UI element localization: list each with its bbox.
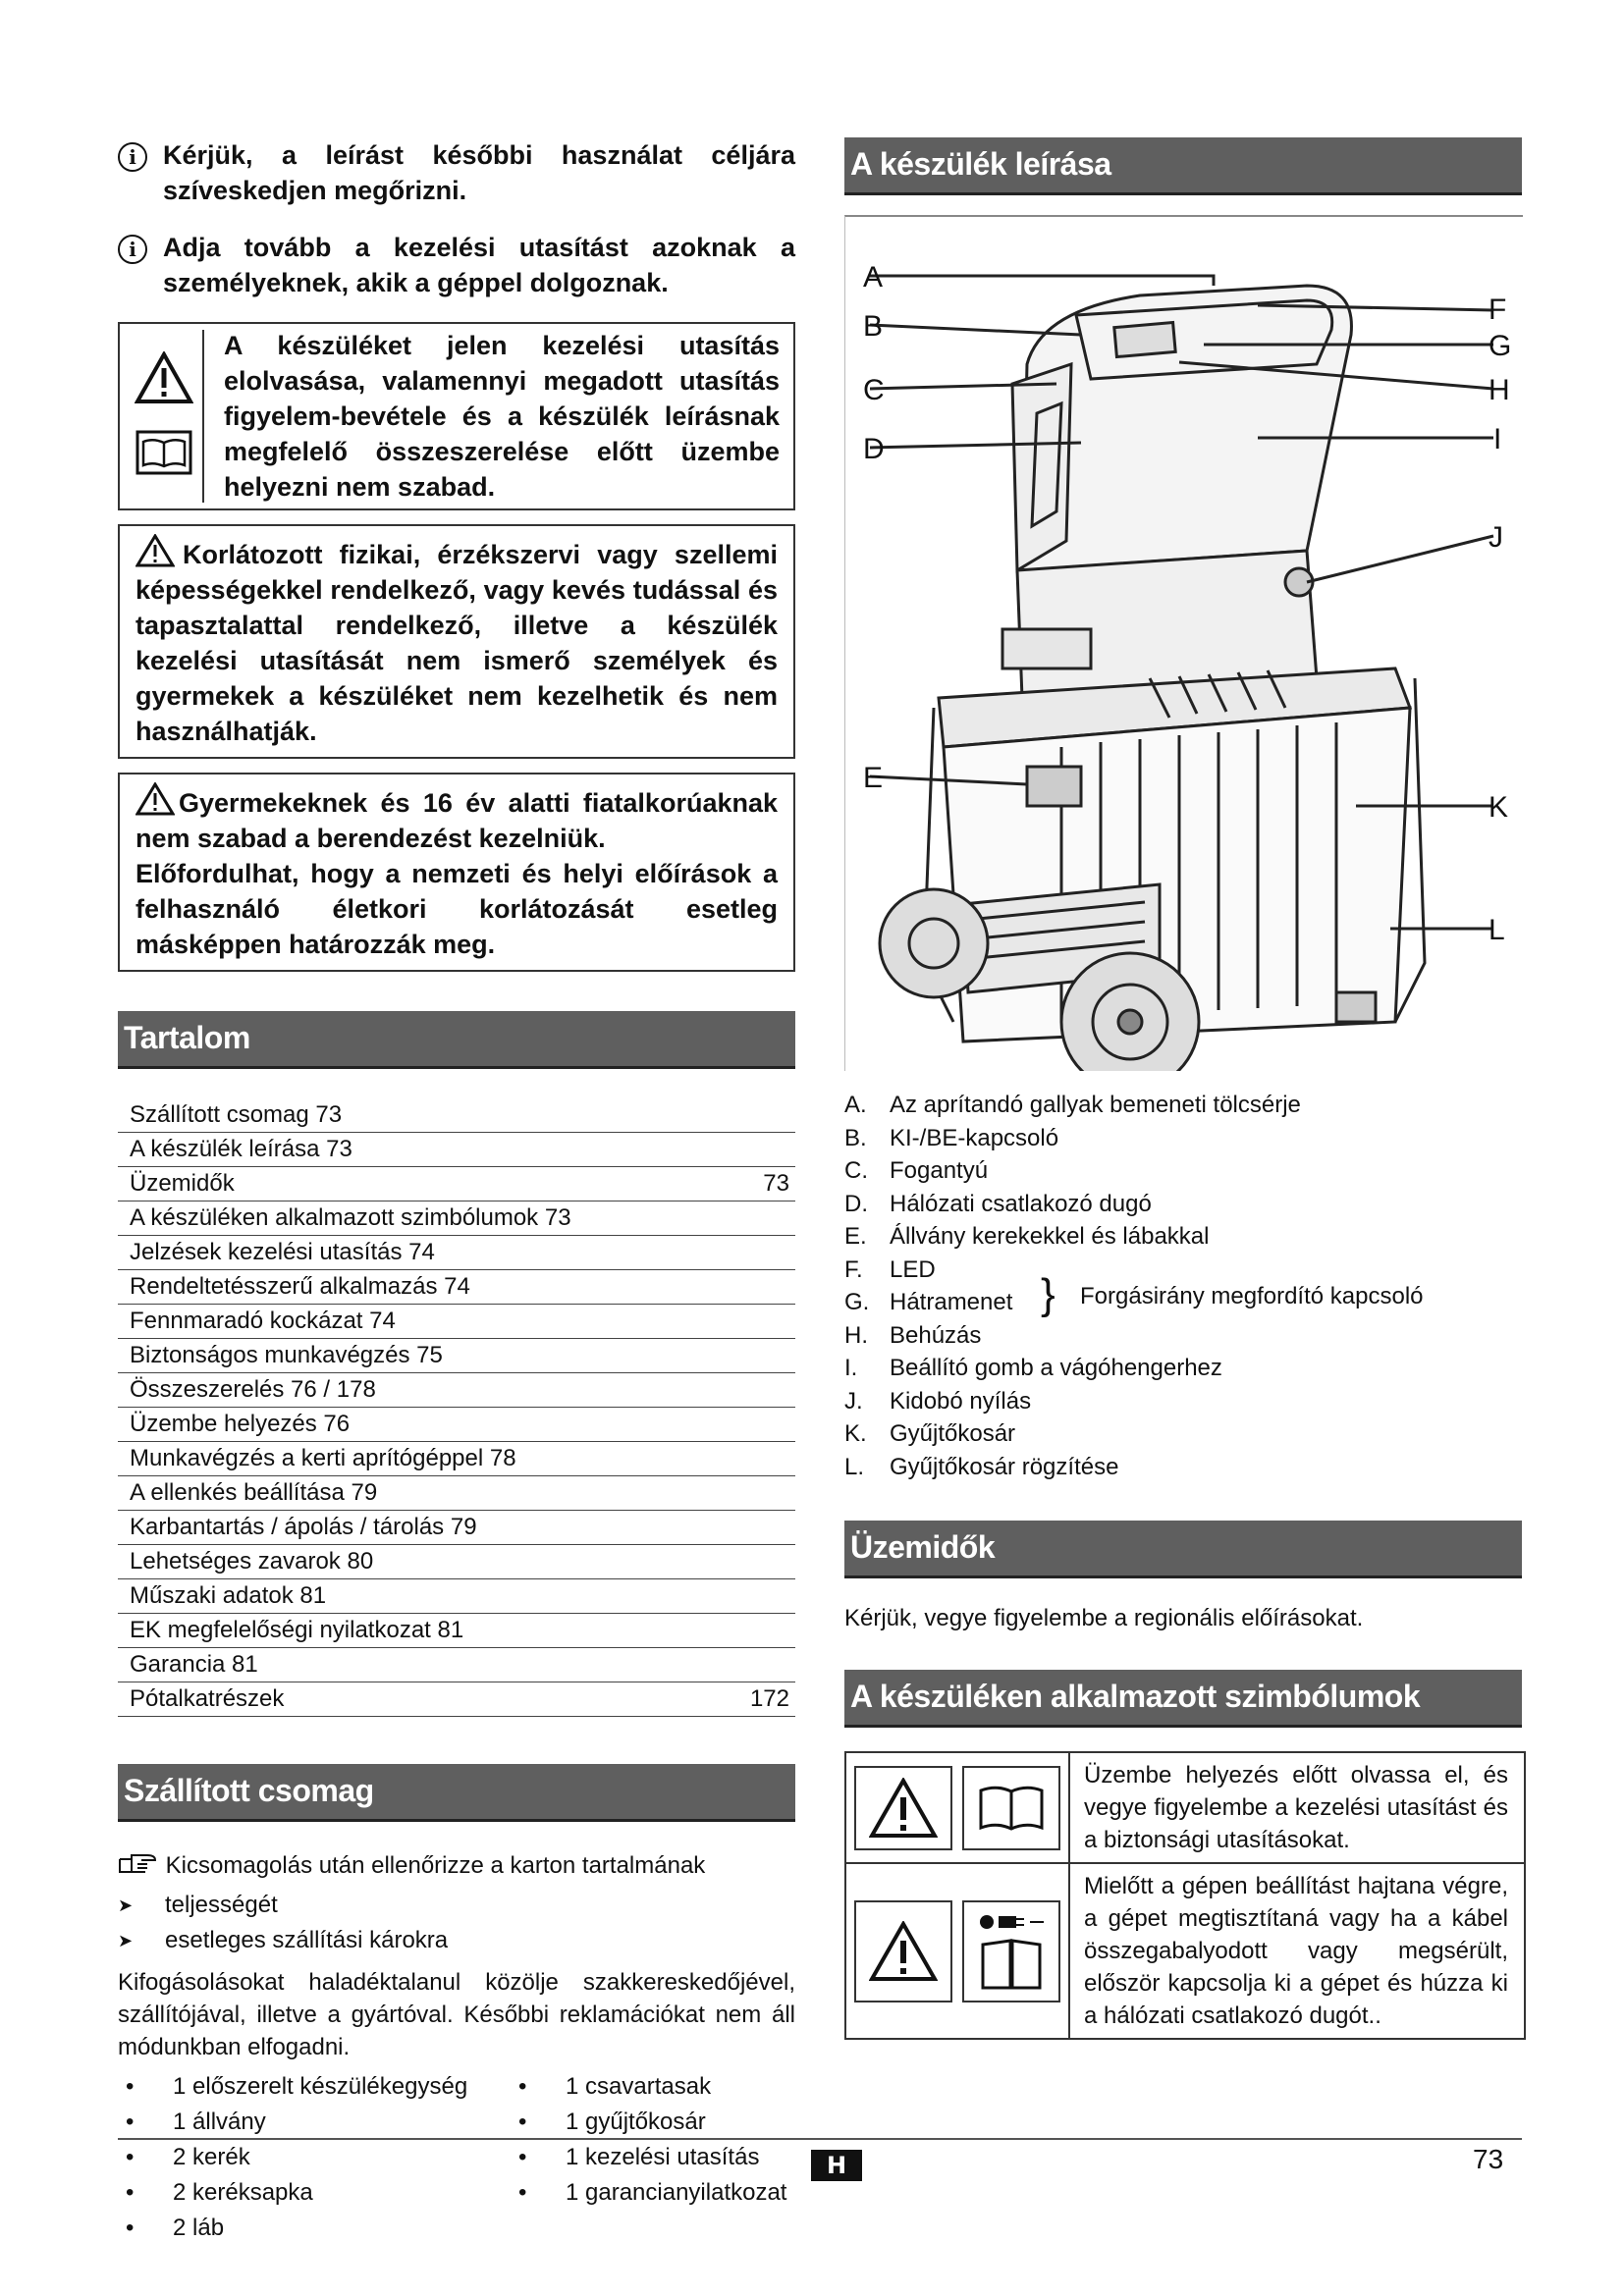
toc-entry-label: Fennmaradó kockázat 74 [130, 1308, 396, 1334]
toc-row [118, 1236, 795, 1270]
device-diagram [844, 215, 1523, 1071]
toc-entry-label: Műszaki adatok 81 [130, 1582, 327, 1609]
toc-entry-label: Jelzések kezelési utasítás 74 [130, 1239, 435, 1265]
legend-item: I. Beállító gomb a vágóhengerhez [844, 1355, 1222, 1381]
warning-triangle-icon [135, 782, 175, 816]
diagram-label-g: G [1489, 330, 1512, 362]
table-of-contents [118, 1098, 795, 1717]
toc-entry-label: A készüléken alkalmazott szimbólumok 73 [130, 1204, 571, 1231]
list-item: • 1 előszerelt készülékegység [126, 2073, 468, 2100]
footer-divider [118, 2138, 1522, 2140]
legend-item: H. Behúzás [844, 1321, 982, 1349]
list-item: ➤ teljességét [118, 1892, 278, 1918]
read-manual-book-icon [975, 1781, 1048, 1836]
toc-entry-label: Garancia 81 [130, 1651, 258, 1678]
operating-text: Kérjük, vegye figyelembe a regionális előírásokat. [844, 1605, 1364, 1631]
toc-row [118, 1648, 795, 1682]
toc-row [118, 1270, 795, 1305]
legend-item: C. Fogantyú [844, 1157, 989, 1184]
diagram-label-j: J [1489, 521, 1503, 554]
toc-row [118, 1201, 795, 1236]
gh-brace-text: Forgásirány megfordító kapcsoló [1080, 1283, 1424, 1309]
right-column [844, 137, 1522, 2040]
list-item: • 1 kezelési utasítás [518, 2144, 760, 2170]
language-flag: H [811, 2150, 862, 2181]
toc-entry-page: 172 [749, 1685, 789, 1712]
restriction-box: Korlátozott fizikai, érzékszervi vagy szellemi képességekkel rendelkező, vagy kevés tudással és tapasztalattal rendelkező, illetve a készülék kezelési utasítását nem ismerő személyek és gyermekek a készüléket nem kezelhetik és nem használhatják. [118, 524, 795, 759]
toc-entry-label: Üzembe helyezés 76 [130, 1411, 351, 1437]
toc-row [118, 1442, 795, 1476]
diagram-label-a: A [863, 261, 884, 294]
legend-item: B. KI-/BE-kapcsoló [844, 1124, 1059, 1151]
list-item: • 1 gyűjtőkosár [518, 2109, 706, 2135]
toc-entry-label: A ellenkés beállítása 79 [130, 1479, 378, 1506]
list-item: • 1 garancianyilatkozat [518, 2179, 787, 2206]
toc-row [118, 1682, 795, 1717]
delivery-items [118, 2069, 795, 2246]
diagram-label-i: I [1493, 423, 1502, 455]
left-column [118, 137, 795, 2246]
info-icon: i [118, 142, 147, 172]
diagram-label-b: B [863, 310, 884, 343]
operating-heading: Üzemidők [844, 1521, 1522, 1578]
toc-entry-label: EK megfelelőségi nyilatkozat 81 [130, 1617, 464, 1643]
toc-entry-label: Munkavégzés a kerti aprítógéppel 78 [130, 1445, 516, 1471]
legend-item: F. LED [844, 1255, 936, 1283]
toc-entry-label: Karbantartás / ápolás / tárolás 79 [130, 1514, 477, 1540]
toc-row [118, 1545, 795, 1579]
toc-entry-label: A készülék leírása 73 [130, 1136, 352, 1162]
brace: } [1041, 1270, 1056, 1318]
toc-entry-label: Üzemidők [130, 1170, 235, 1197]
read-manual-book-icon [977, 1937, 1046, 1992]
device-heading: A készülék leírása [844, 137, 1522, 195]
toc-entry-label: Lehetséges zavarok 80 [130, 1548, 374, 1575]
legend-item: E. Állvány kerekekkel és lábakkal [844, 1223, 1210, 1250]
toc-heading: Tartalom [118, 1011, 795, 1069]
toc-row [118, 1476, 795, 1511]
diagram-label-e: E [863, 762, 884, 794]
delivery-intro: Kicsomagolás után ellenőrizze a karton tartalmának [118, 1849, 795, 1882]
warning-triangle-icon [135, 351, 193, 404]
list-item: • 2 láb [126, 2215, 225, 2241]
read-manual-book-icon [135, 430, 192, 475]
warning-box: A készüléket jelen kezelési utasítás elolvasása, valamennyi megadott utasítás figyelem-bevétele és a készülék leírásnak megfelelő összeszerelése előtt üzembe helyezni nem szabad. [118, 322, 795, 510]
list-item: ➤ esetleges szállítási károkra [118, 1927, 449, 1953]
list-item: • 1 állvány [126, 2109, 266, 2135]
toc-entry-label: Biztonságos munkavégzés 75 [130, 1342, 443, 1368]
toc-row [118, 1614, 795, 1648]
toc-row [118, 1133, 795, 1167]
toc-entry-label: Pótalkatrészek [130, 1685, 285, 1712]
table-row: Mielőtt a gépen beállítást hajtana végre, a gépet megtisztítaná vagy ha a kábel összegabalyodott vagy megsérült, először kapcsolja ki a gépet és húzza ki a hálózati csatlakozó dugót.. [846, 1864, 1524, 2038]
garden-shredder-illustration [845, 217, 1523, 1071]
legend-item: A. Az aprítandó gallyak bemeneti tölcsérje [844, 1092, 1301, 1118]
children-box: Gyermekeknek és 16 év alatti fiatalkorúaknak nem szabad a berendezést kezelniük. Előfordulhat, hogy a nemzeti és helyi előírások a felhasználó életkori korlátozását esetleg másképpen határozzák meg. [118, 773, 795, 972]
unplug-icon [977, 1911, 1046, 1933]
warning-triangle-icon [869, 1921, 938, 1982]
device-legend [844, 1089, 1522, 1483]
page-number: 73 [1473, 2144, 1504, 2174]
toc-row [118, 1167, 795, 1201]
diagram-label-l: L [1489, 914, 1505, 946]
delivery-paragraph: Kifogásolásokat haladéktalanul közölje szakkereskedőjével, szállítójával, illetve a gyártóval. Későbbi reklamációkat nem áll módunkban elfogadni. [118, 1969, 795, 2060]
delivery-checks [118, 1888, 795, 1958]
legend-item: K. Gyűjtőkosár [844, 1420, 1016, 1447]
pointing-hand-icon [118, 1853, 159, 1875]
table-row: Üzembe helyezés előtt olvassa el, és vegye figyelembe a kezelési utasítást és a biztonsági utasításokat. [846, 1753, 1524, 1864]
warning-triangle-icon [869, 1778, 938, 1839]
toc-entry-label: Szállított csomag 73 [130, 1101, 343, 1128]
warning-triangle-icon [135, 534, 175, 567]
toc-entry-label: Rendeltetésszerű alkalmazás 74 [130, 1273, 470, 1300]
toc-row [118, 1408, 795, 1442]
toc-entry-label: Összeszerelés 76 / 178 [130, 1376, 376, 1403]
diagram-label-c: C [863, 374, 885, 406]
symbols-heading: A készüléken alkalmazott szimbólumok [844, 1670, 1522, 1728]
symbols-table [844, 1751, 1526, 2040]
diagram-label-h: H [1489, 374, 1510, 406]
legend-item: D. Hálózati csatlakozó dugó [844, 1190, 1152, 1217]
info-icon: i [118, 235, 147, 264]
delivery-heading: Szállított csomag [118, 1764, 795, 1822]
diagram-label-d: D [863, 433, 885, 465]
info-note-1: i Kérjük, a leírást későbbi használat céljára szíveskedjen megőrizni. [118, 137, 795, 208]
list-item: • 1 csavartasak [518, 2073, 712, 2100]
legend-item: J. Kidobó nyílás [844, 1387, 1032, 1415]
info-note-2: i Adja tovább a kezelési utasítást azoknak a személyeknek, akik a géppel dolgoznak. [118, 230, 795, 300]
toc-row [118, 1373, 795, 1408]
legend-item: G. Hátramenet [844, 1289, 1013, 1315]
toc-row [118, 1305, 795, 1339]
diagram-label-f: F [1489, 294, 1507, 326]
legend-item: L. Gyűjtőkosár rögzítése [844, 1453, 1119, 1480]
toc-row [118, 1098, 795, 1133]
toc-row [118, 1579, 795, 1614]
toc-row [118, 1339, 795, 1373]
list-item: • 2 kerék [126, 2144, 250, 2170]
list-item: • 2 keréksapka [126, 2179, 313, 2206]
toc-entry-page: 73 [763, 1170, 789, 1197]
toc-row [118, 1511, 795, 1545]
diagram-label-k: K [1489, 791, 1509, 824]
